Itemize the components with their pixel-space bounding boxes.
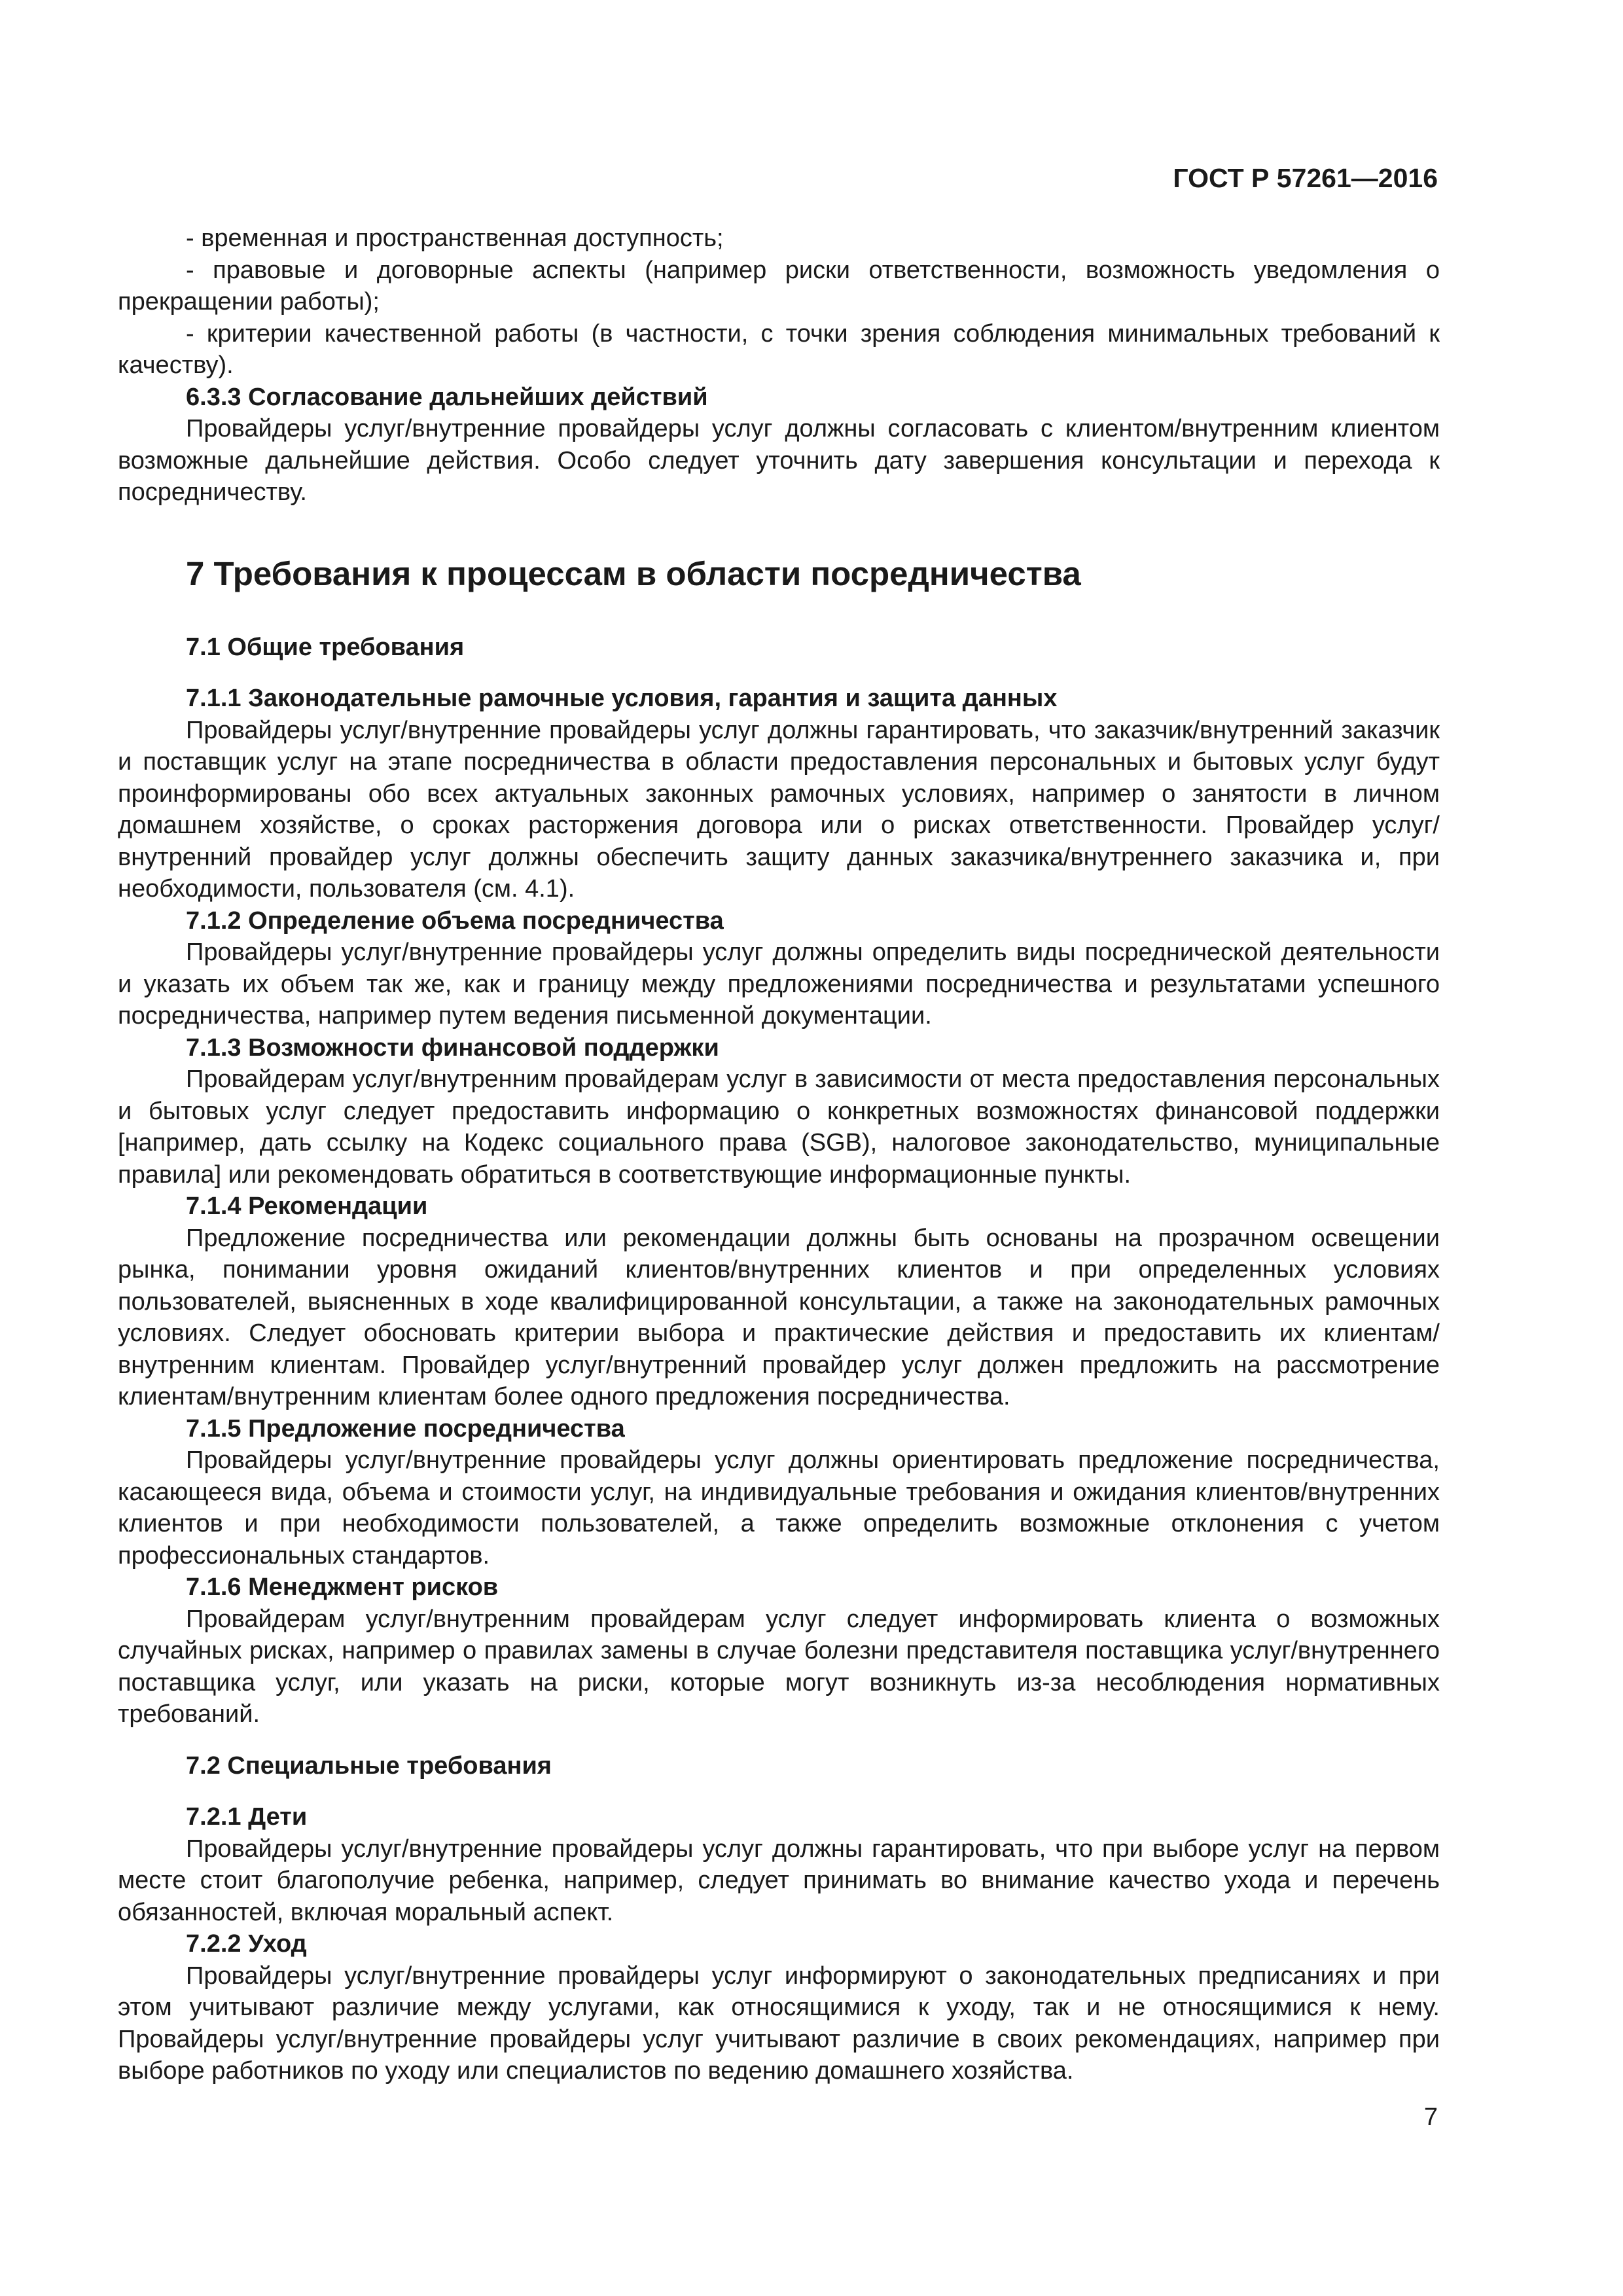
paragraph-7-2-2: Провайдеры услуг/внутренние провайдеры услуг информируют о законодательных предписаниях и при этом учитывают различие между услугами, как относящимися к уходу, так и не относящимися к нему. Провайдеры услуг/внутренние провайдеры услуг учитывают различие в своих рекомендациях, например при выборе работников по уходу или специалистов по ведению домашнего хозяйства. — [118, 1962, 1440, 2085]
page-number: 7 — [1423, 2104, 1438, 2131]
list-item: - правовые и договорные аспекты (например риски ответственности, возможность уведомления о прекращении работы); — [118, 256, 1440, 315]
section-heading-7-1: 7.1 Общие требования — [186, 633, 465, 661]
chapter-heading-7: 7 Требования к процессам в области посредничества — [186, 554, 1081, 592]
section-heading-6-3-3: 6.3.3 Согласование дальнейших действий — [186, 383, 708, 411]
document-code: ГОСТ Р 57261—2016 — [1173, 163, 1438, 193]
paragraph-6-3-3: Провайдеры услуг/внутренние провайдеры услуг должны согласовать с клиентом/внутренним клиентом возможные дальнейшие действия. Особо следует уточнить дату завершения консультации и перехода к посредничеству. — [118, 415, 1440, 506]
list-item: - критерии качественной работы (в частности, с точки зрения соблюдения минимальных требований к качеству). — [118, 319, 1440, 379]
paragraph-7-1-5: Провайдеры услуг/внутренние провайдеры услуг должны ориентировать предложение посредничества, касающееся вида, объема и стоимости услуг, на индивидуальные требования и ожидания клиентов/внутренних клиентов и при необходимости пользователей, а также определить возможные отклонения с учетом профессиональных стандартов. — [118, 1446, 1440, 1570]
paragraph-7-1-4: Предложение посредничества или рекомендации должны быть основаны на прозрачном освещении рынка, понимании уровня ожиданий клиентов/внутренних клиентов и при определенных условиях пользователей, выясненных в ходе квалифицированной консультации, а также на законодательных рамочных условиях. Следует обосновать критерии выбора и практические действия и предоставить их клиентам/внутренним клиентам. Провайдер услуг/внутренний провайдер услуг должен предложить на рассмотрение клиентам/внутренним клиентам более одного предложения посредничества. — [118, 1224, 1440, 1410]
paragraph-7-1-2: Провайдеры услуг/внутренние провайдеры услуг должны определить виды посреднической деятельности и указать их объем так же, как и границу между предложениями посредничества и результатами успешного посредничества, например путем ведения письменной документации. — [118, 939, 1440, 1030]
section-heading-7-2-2: 7.2.2 Уход — [186, 1930, 307, 1958]
section-heading-7-1-5: 7.1.5 Предложение посредничества — [186, 1414, 625, 1443]
paragraph-7-1-6: Провайдерам услуг/внутренним провайдерам услуг следует информировать клиента о возможных случайных рисках, например о правилах замены в случае болезни представителя поставщика услуг/внутреннего поставщика услуг, или указать на риски, которые могут возникнуть из-за несоблюдения нормативных требований. — [118, 1605, 1440, 1728]
paragraph-7-2-1: Провайдеры услуг/внутренние провайдеры услуг должны гарантировать, что при выборе услуг на первом месте стоит благополучие ребенка, например, следует принимать во внимание качество ухода и перечень обязанностей, включая моральный аспект. — [118, 1835, 1440, 1926]
list-item: - временная и пространственная доступность; — [186, 224, 724, 252]
document-body — [118, 223, 1440, 2087]
section-heading-7-1-3: 7.1.3 Возможности финансовой поддержки — [186, 1033, 719, 1062]
section-heading-7-1-6: 7.1.6 Менеджмент рисков — [186, 1573, 499, 1601]
paragraph-7-1-3: Провайдерам услуг/внутренним провайдерам услуг в зависимости от места предоставления персональных и бытовых услуг следует предоставить информацию о конкретных возможностях финансовой поддержки [например, дать ссылку на Кодекс социального права (SGB), налоговое законодательство, муниципальные правила] или рекомендовать обратиться в соответствующие информационные пункты. — [118, 1066, 1440, 1189]
section-heading-7-1-1: 7.1.1 Законодательные рамочные условия, гарантия и защита данных — [186, 685, 1058, 712]
section-heading-7-2: 7.2 Специальные требования — [186, 1751, 552, 1780]
section-heading-7-2-1: 7.2.1 Дети — [186, 1803, 308, 1831]
section-heading-7-1-4: 7.1.4 Рекомендации — [186, 1193, 428, 1220]
section-heading-7-1-2: 7.1.2 Определение объема посредничества — [186, 906, 724, 935]
paragraph-7-1-1: Провайдеры услуг/внутренние провайдеры услуг должны гарантировать, что заказчик/внутренний заказчик и поставщик услуг на этапе посредничества в области предоставления персональных и бытовых услуг будут проинформированы обо всех актуальных законных рамочных условиях, например о занятости в личном домашнем хозяйстве, о сроках расторжения договора или о рисках ответственности. Провайдер услуг/внутренний провайдер услуг должны обеспечить защиту данных заказчика/внутреннего заказчика и, при необходимости, пользователя (см. 4.1). — [118, 716, 1440, 903]
